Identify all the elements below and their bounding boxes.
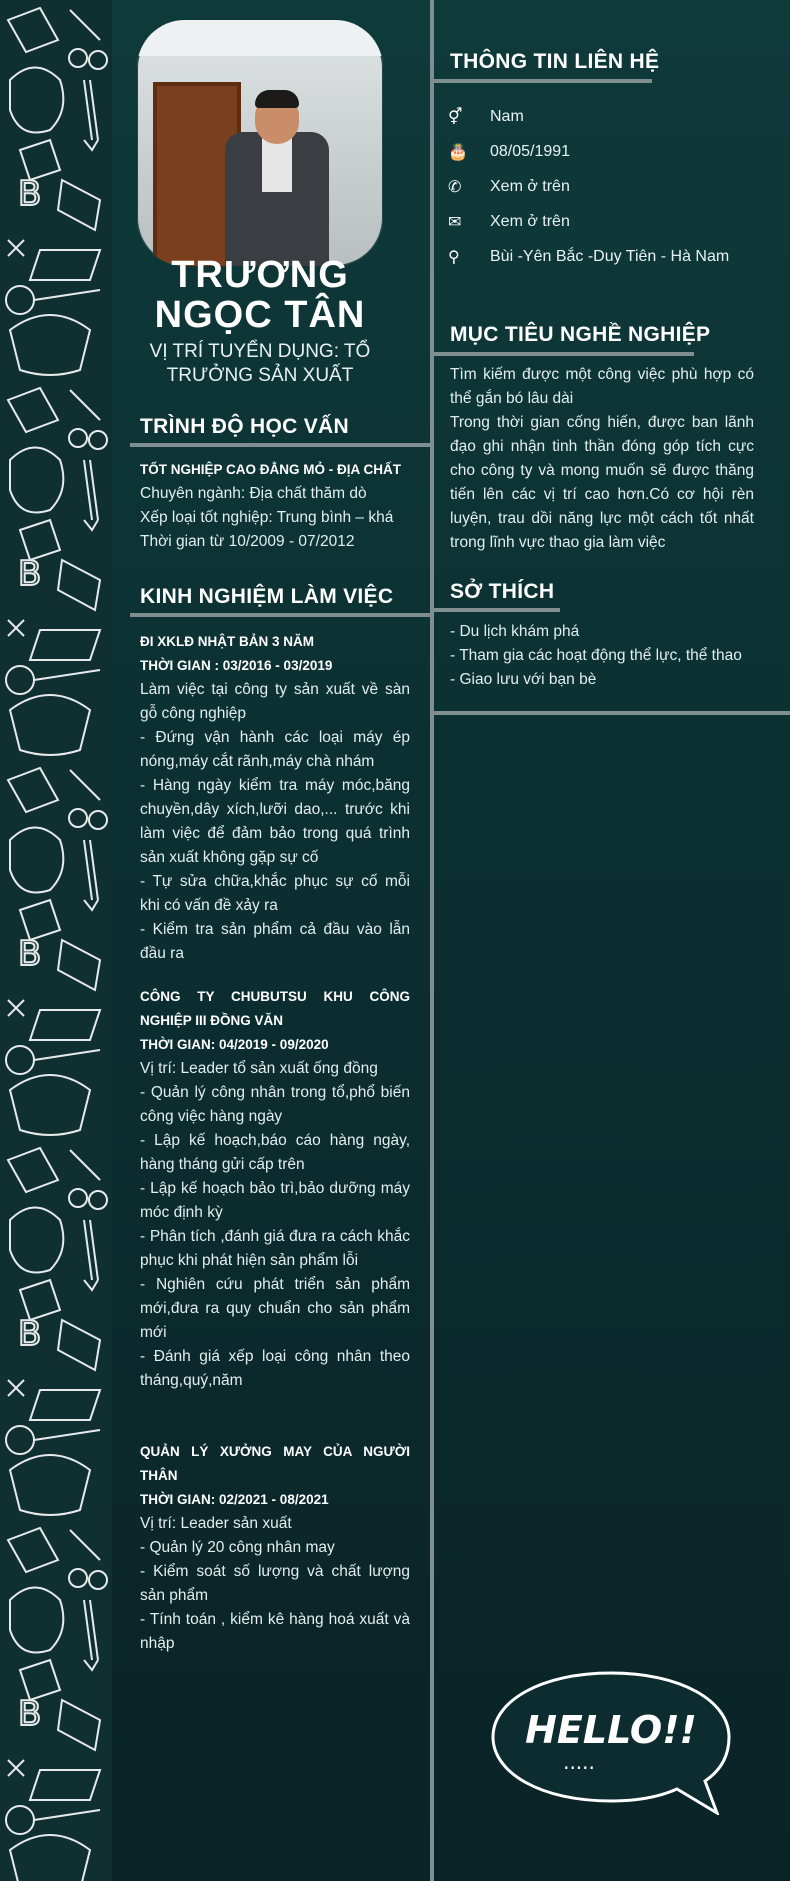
job-time: THỜI GIAN: 02/2021 - 08/2021 xyxy=(140,1492,329,1507)
education-school: TỐT NGHIỆP CAO ĐẲNG MỎ - ĐỊA CHẤT xyxy=(140,462,401,477)
contact-phone xyxy=(448,175,570,199)
hello-dots: ..... xyxy=(563,1750,595,1774)
education-rule xyxy=(130,443,430,447)
job-line: - Phân tích ,đánh giá đưa ra cách khắc phục khi phát hiện sản phẩm lỗi xyxy=(140,1228,410,1269)
envelope-icon: ✉ xyxy=(448,214,462,231)
job-line: - Đánh giá xếp loại công nhân theo tháng,quý,năm xyxy=(140,1348,410,1389)
contact-gender xyxy=(448,105,524,129)
job-line: - Nghiên cứu phát triển sản phẩm mới,đưa ra quy chuẩn cho sản phẩm mới xyxy=(140,1276,410,1341)
hello-text: HELLO!! xyxy=(525,1708,697,1752)
job-line: - Lập kế hoạch bảo trì,bảo dưỡng máy móc định kỳ xyxy=(140,1180,410,1221)
gender-icon: ⚥ xyxy=(448,109,463,126)
candidate-name: TRƯƠNG NGỌC TÂN xyxy=(154,254,366,336)
hobbies-rule xyxy=(434,608,560,612)
job-line: - Tự sửa chữa,khắc phục sự cố mỗi khi có vấn đề xảy ra xyxy=(140,873,410,914)
education-line: Xếp loại tốt nghiệp: Trung bình – khá xyxy=(140,509,394,526)
hobby-item: - Tham gia các hoạt động thể lực, thể thao xyxy=(450,647,742,664)
job-time: THỜI GIAN : 03/2016 - 03/2019 xyxy=(140,658,333,673)
job-entry-1 xyxy=(140,630,410,966)
job-company: ĐI XKLĐ NHẬT BẢN 3 NĂM xyxy=(140,634,314,649)
experience-title: KINH NGHIỆM LÀM VIỆC xyxy=(140,585,394,608)
job-line: - Kiểm soát số lượng và chất lượng sản phẩm xyxy=(140,1563,410,1604)
right-column-bottom-rule xyxy=(434,711,790,715)
contact-gender-text: Nam xyxy=(490,108,524,125)
job-time: THỜI GIAN: 04/2019 - 09/2020 xyxy=(140,1037,329,1052)
job-company: CÔNG TY CHUBUTSU KHU CÔNG NGHIỆP III ĐỒNG VĂN xyxy=(140,989,410,1028)
map-marker-icon: ⚲ xyxy=(448,249,460,266)
job-line: - Kiểm tra sản phẩm cả đầu vào lẫn đầu ra xyxy=(140,921,410,962)
doodle-pattern-icon xyxy=(0,0,112,1881)
contact-phone-text: Xem ở trên xyxy=(490,178,570,195)
education-title: TRÌNH ĐỘ HỌC VẤN xyxy=(140,415,349,438)
contact-rule xyxy=(434,79,652,83)
hobby-item: - Du lịch khám phá xyxy=(450,623,580,640)
job-line: - Hàng ngày kiểm tra máy móc,băng chuyền,dây xích,lưỡi dao,... trước khi làm việc để đảm bảo trong quá trình sản xuất không gặp sự cố xyxy=(140,777,410,866)
contact-email xyxy=(448,210,570,234)
contact-email-text: Xem ở trên xyxy=(490,213,570,230)
contact-address-text: Bùi -Yên Bắc -Duy Tiên - Hà Nam xyxy=(490,248,730,265)
objective-title: MỤC TIÊU NGHỀ NGHIỆP xyxy=(450,323,711,346)
job-company: QUẢN LÝ XƯỞNG MAY CỦA NGƯỜI THÂN xyxy=(140,1444,410,1483)
job-line: - Đứng vận hành các loại máy ép nóng,máy cắt rãnh,máy chà nhám xyxy=(140,729,410,770)
contact-title: THÔNG TIN LIÊN HỆ xyxy=(450,50,660,73)
job-entry-2 xyxy=(140,985,410,1393)
objective-line: Trong thời gian cống hiến, được ban lãnh đạo ghi nhận tinh thần đóng góp tích cực cho công ty và mong muốn sẽ được thăng tiến lên các vị trí cao hơn.Có cơ hội rèn luyện, trau dồi năng lực một cách tốt nhất trong lĩnh vực thao gia làm việc xyxy=(450,414,754,551)
job-entry-3 xyxy=(140,1440,410,1656)
column-divider xyxy=(430,0,434,1881)
experience-rule xyxy=(130,613,430,617)
job-line: - Quản lý 20 công nhân may xyxy=(140,1539,335,1556)
job-line: Vị trí: Leader sản xuất xyxy=(140,1515,292,1532)
hobbies-title: SỞ THÍCH xyxy=(450,580,555,603)
objective-block xyxy=(450,363,754,555)
job-line: Làm việc tại công ty sản xuất về sàn gỗ công nghiệp xyxy=(140,681,410,722)
objective-line: Tìm kiếm được một công việc phù hợp có thể gắn bó lâu dài xyxy=(450,366,754,407)
birthday-cake-icon: 🎂 xyxy=(448,144,468,161)
contact-birthday-text: 08/05/1991 xyxy=(490,143,571,160)
education-block xyxy=(140,458,415,554)
position-applied: VỊ TRÍ TUYỂN DỤNG: TỔ TRƯỞNG SẢN XUẤT xyxy=(149,341,371,386)
job-line: - Quản lý công nhân trong tổ,phổ biến công việc hàng ngày xyxy=(140,1084,410,1125)
svg-text:B: B xyxy=(18,174,42,214)
school-doodle-strip xyxy=(0,0,112,1881)
objective-rule xyxy=(434,352,694,356)
hobby-item: - Giao lưu với bạn bè xyxy=(450,671,597,688)
hello-speech-bubble xyxy=(487,1665,735,1815)
job-line: - Lập kế hoạch,báo cáo hàng ngày, hàng tháng gửi cấp trên xyxy=(140,1132,410,1173)
phone-icon: ✆ xyxy=(448,179,462,196)
contact-birthday xyxy=(448,140,570,164)
contact-address xyxy=(448,245,729,269)
hobbies-block xyxy=(450,620,770,692)
education-line: Chuyên ngành: Địa chất thăm dò xyxy=(140,485,367,502)
profile-photo xyxy=(137,20,383,266)
job-line: - Tính toán , kiểm kê hàng hoá xuất và nhập xyxy=(140,1611,410,1652)
education-line: Thời gian từ 10/2009 - 07/2012 xyxy=(140,533,355,550)
job-line: Vị trí: Leader tổ sản xuất ống đồng xyxy=(140,1060,378,1077)
